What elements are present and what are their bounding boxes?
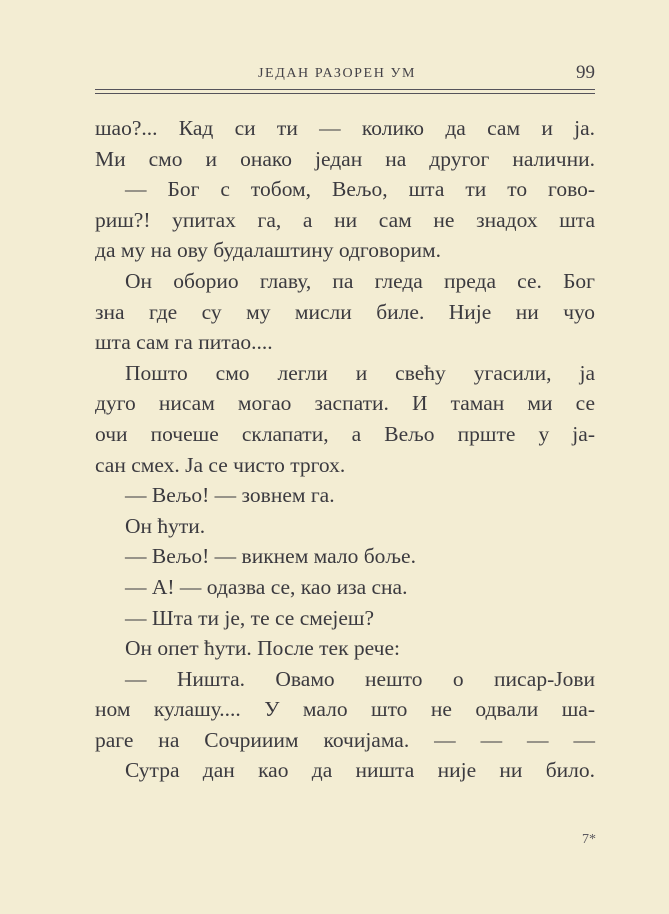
text-line: дуго нисам могао заспати. И таман ми се <box>95 391 595 416</box>
signature-mark: 7* <box>582 832 596 847</box>
running-title: ЈЕДАН РАЗОРЕН УМ <box>258 66 417 81</box>
text-line: Ми смо и онако један на другог налични. <box>95 146 595 171</box>
page-number: 99 <box>576 62 595 83</box>
text-line: шта сам га питао.... <box>95 330 273 355</box>
page-header <box>95 60 595 86</box>
text-line: — Бог с тобом, Вељо, шта ти то гово- <box>125 177 595 202</box>
text-line: Он опет ћути. После тек рече: <box>125 636 400 661</box>
text-line: ном кулашу.... У мало што не одвали ша- <box>95 697 595 722</box>
text-line: Сутра дан као да ништа није ни било. <box>125 758 595 783</box>
text-line: Он ћути. <box>125 513 206 538</box>
text-line: зна где су му мисли биле. Није ни чуо <box>95 299 595 324</box>
text-line: — Вељо! — викнем мало боље. <box>125 544 416 569</box>
text-line: — А! — одазва се, као иза сна. <box>125 574 408 599</box>
text-line: — Вељо! — зовнем га. <box>125 483 335 508</box>
text-line: — Шта ти је, те се смејеш? <box>125 605 375 630</box>
text-line: сан смех. Ја се чисто тргох. <box>95 452 346 477</box>
text-line: риш?! упитах га, а ни сам не знадох шта <box>95 207 595 232</box>
text-line: Пошто смо легли и свећу угасили, ја <box>125 360 595 385</box>
body-text <box>95 113 595 786</box>
header-rule <box>95 89 595 94</box>
text-line: Он оборио главу, па гледа преда се. Бог <box>125 268 595 293</box>
text-line: очи почеше склапати, а Вељо прште у ја- <box>95 421 595 446</box>
text-line: да му на ову будалаштину одговорим. <box>95 238 441 263</box>
text-line: шао?... Кад си ти — колико да сам и ја. <box>95 116 595 140</box>
text-line: — Ништа. Овамо нешто о писар-Јови <box>125 666 595 691</box>
text-line: раге на Сочрииим кочијама. — — — — <box>95 727 595 752</box>
